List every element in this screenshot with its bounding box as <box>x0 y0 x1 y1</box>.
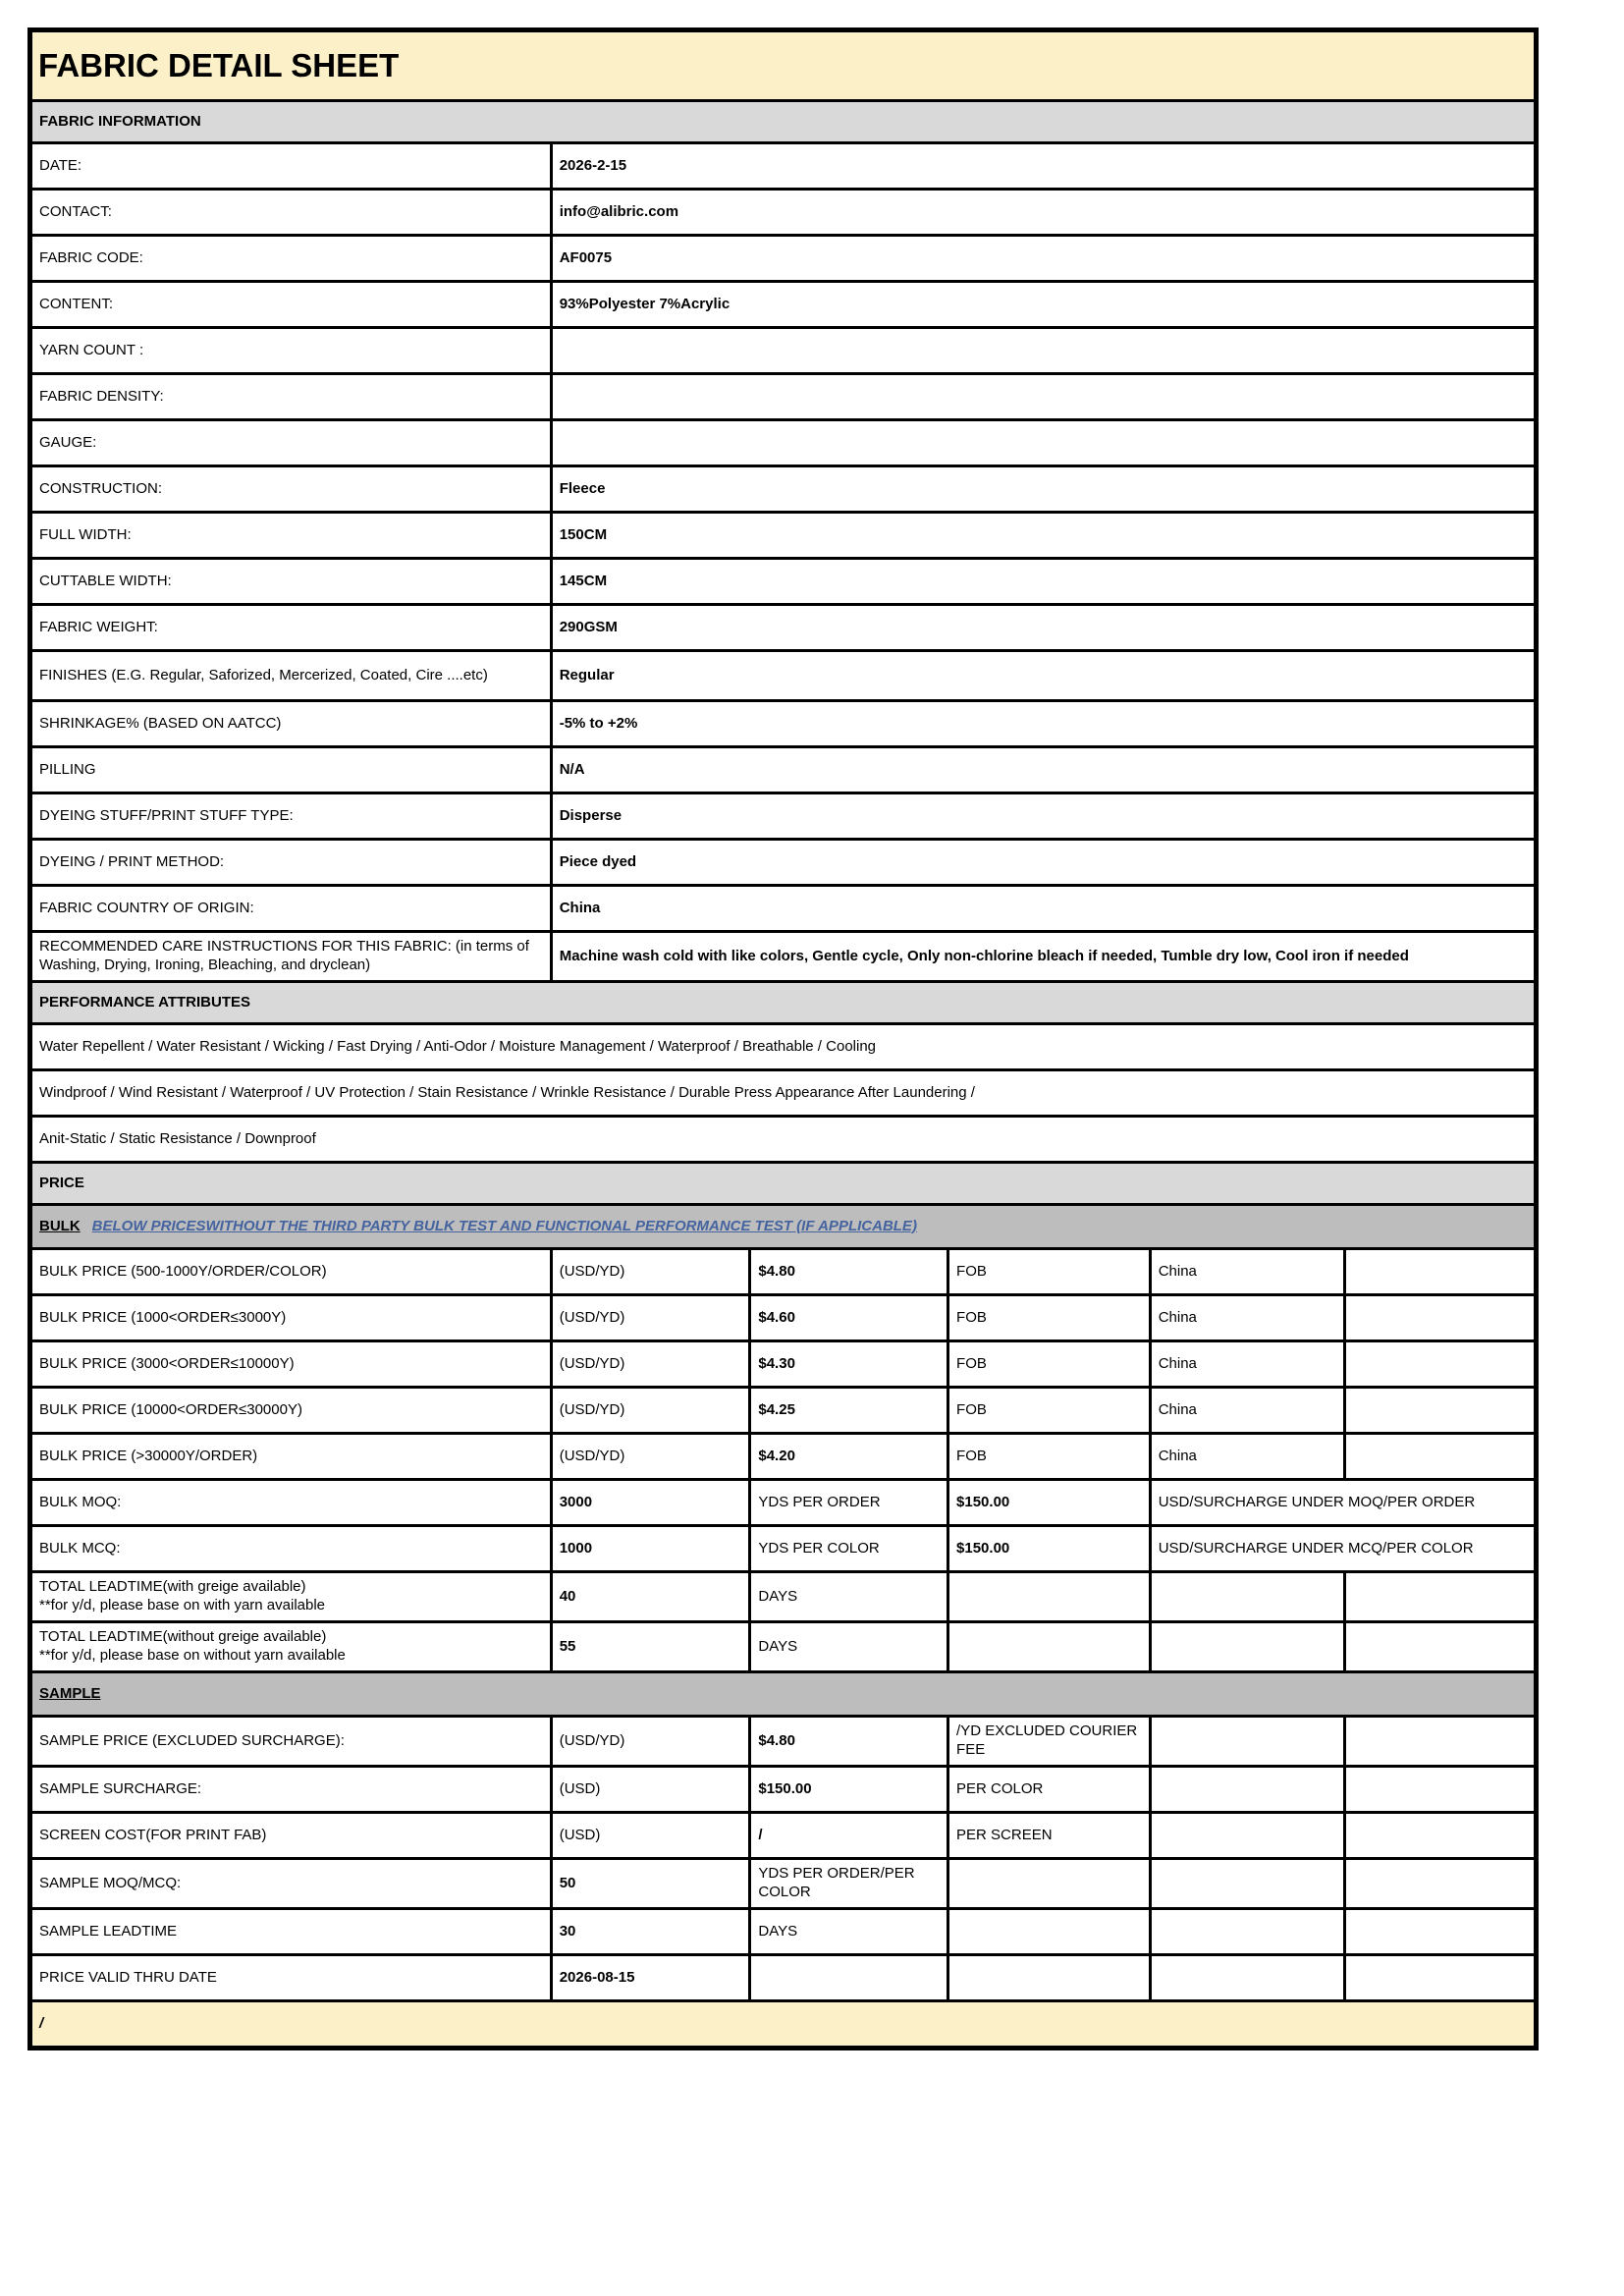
row-bulk-price-1 <box>30 1249 1537 1295</box>
origin-cell: China <box>1150 1388 1345 1434</box>
date-cell: 2026-08-15 <box>551 1955 750 2001</box>
row-sample-leadtime <box>30 1909 1537 1955</box>
price-cell: $150.00 <box>750 1767 948 1813</box>
note-cell: USD/SURCHARGE UNDER MCQ/PER COLOR <box>1150 1526 1536 1572</box>
empty-cell <box>1345 1572 1537 1622</box>
label-cell: GAUGE: <box>30 420 552 466</box>
term-cell: FOB <box>948 1295 1151 1341</box>
label-cell: BULK MCQ: <box>30 1526 552 1572</box>
term-cell: FOB <box>948 1434 1151 1480</box>
empty-cell <box>750 1955 948 2001</box>
row-dyeing-stuff <box>30 793 1537 840</box>
sample-section-label: SAMPLE <box>39 1684 101 1702</box>
footer-note-text: / <box>39 2014 44 2032</box>
value-cell: AF0075 <box>551 236 1536 282</box>
price-cell: $4.30 <box>750 1341 948 1388</box>
empty-cell <box>1150 1859 1345 1909</box>
label-cell: SAMPLE SURCHARGE: <box>30 1767 552 1813</box>
row-bulk-header <box>30 1205 1537 1249</box>
section-title: PERFORMANCE ATTRIBUTES <box>30 982 1537 1024</box>
origin-cell: China <box>1150 1341 1345 1388</box>
qty-cell: 50 <box>551 1859 750 1909</box>
empty-cell <box>1345 1622 1537 1672</box>
unit-cell: (USD) <box>551 1813 750 1859</box>
row-full-width <box>30 513 1537 559</box>
row-gauge <box>30 420 1537 466</box>
empty-cell <box>1345 1388 1537 1434</box>
label-cell: BULK PRICE (10000<ORDER≤30000Y) <box>30 1388 552 1434</box>
value-cell: info@alibric.com <box>551 190 1536 236</box>
leadtime-sublabel: **for y/d, please base on with yarn available <box>39 1597 326 1613</box>
label-cell: PILLING <box>30 747 552 793</box>
unit-cell: (USD/YD) <box>551 1434 750 1480</box>
empty-cell <box>1345 1813 1537 1859</box>
price-cell: $4.20 <box>750 1434 948 1480</box>
empty-cell <box>1150 1909 1345 1955</box>
value-cell: N/A <box>551 747 1536 793</box>
row-sample-moq-mcq <box>30 1859 1537 1909</box>
row-performance-3 <box>30 1117 1537 1163</box>
label-cell: CONTACT: <box>30 190 552 236</box>
leadtime-label: TOTAL LEADTIME(with greige available) <box>39 1578 306 1596</box>
value-cell: 40 <box>551 1572 750 1622</box>
value-cell <box>551 420 1536 466</box>
leadtime-label: TOTAL LEADTIME(without greige available) <box>39 1628 327 1646</box>
unit-cell: DAYS <box>750 1622 948 1672</box>
value-cell: 145CM <box>551 559 1536 605</box>
row-content <box>30 282 1537 328</box>
origin-cell: China <box>1150 1434 1345 1480</box>
price-cell: $4.80 <box>750 1717 948 1767</box>
label-cell: YARN COUNT : <box>30 328 552 374</box>
label-cell: FULL WIDTH: <box>30 513 552 559</box>
price-cell: $4.80 <box>750 1249 948 1295</box>
label-cell: SCREEN COST(FOR PRINT FAB) <box>30 1813 552 1859</box>
row-screen-cost <box>30 1813 1537 1859</box>
term-cell: FOB <box>948 1249 1151 1295</box>
section-title: FABRIC INFORMATION <box>30 101 1537 143</box>
value-cell: Piece dyed <box>551 840 1536 886</box>
label-cell: FABRIC COUNTRY OF ORIGIN: <box>30 886 552 932</box>
label-cell: BULK MOQ: <box>30 1480 552 1526</box>
empty-cell <box>1345 1341 1537 1388</box>
row-bulk-price-4 <box>30 1388 1537 1434</box>
label-cell: FABRIC DENSITY: <box>30 374 552 420</box>
row-leadtime-with-greige <box>30 1572 1537 1622</box>
empty-cell <box>1150 1813 1345 1859</box>
label-cell <box>30 1572 552 1622</box>
value-cell: Fleece <box>551 466 1536 513</box>
empty-cell <box>1150 1622 1345 1672</box>
row-bulk-moq <box>30 1480 1537 1526</box>
label-cell: BULK PRICE (>30000Y/ORDER) <box>30 1434 552 1480</box>
label-cell: BULK PRICE (1000<ORDER≤3000Y) <box>30 1295 552 1341</box>
row-finishes <box>30 651 1537 701</box>
label-cell: DATE: <box>30 143 552 190</box>
unit-cell: YDS PER ORDER/PER COLOR <box>750 1859 948 1909</box>
price-cell: / <box>750 1813 948 1859</box>
label-cell: FABRIC WEIGHT: <box>30 605 552 651</box>
row-shrinkage <box>30 701 1537 747</box>
empty-cell <box>948 1572 1151 1622</box>
row-yarn-count <box>30 328 1537 374</box>
origin-cell: China <box>1150 1295 1345 1341</box>
row-bulk-price-2 <box>30 1295 1537 1341</box>
value-cell: Disperse <box>551 793 1536 840</box>
row-bulk-price-3 <box>30 1341 1537 1388</box>
row-footer-note <box>30 2001 1537 2049</box>
empty-cell <box>1345 1909 1537 1955</box>
row-cuttable-width <box>30 559 1537 605</box>
unit-cell: YDS PER COLOR <box>750 1526 948 1572</box>
price-cell: $4.25 <box>750 1388 948 1434</box>
title-row <box>30 30 1537 101</box>
empty-cell <box>1150 1767 1345 1813</box>
row-price-valid-thru <box>30 1955 1537 2001</box>
row-care-instructions <box>30 932 1537 982</box>
value-cell: 2026-2-15 <box>551 143 1536 190</box>
label-cell: SAMPLE MOQ/MCQ: <box>30 1859 552 1909</box>
empty-cell <box>1345 1249 1537 1295</box>
empty-cell <box>948 1859 1151 1909</box>
empty-cell <box>1150 1717 1345 1767</box>
unit-cell: (USD/YD) <box>551 1388 750 1434</box>
row-date <box>30 143 1537 190</box>
section-header-fabric-information <box>30 101 1537 143</box>
price-cell: $4.60 <box>750 1295 948 1341</box>
unit-cell: DAYS <box>750 1909 948 1955</box>
unit-cell: (USD/YD) <box>551 1341 750 1388</box>
unit-cell: (USD/YD) <box>551 1249 750 1295</box>
empty-cell <box>1345 1955 1537 2001</box>
row-bulk-price-5 <box>30 1434 1537 1480</box>
row-construction <box>30 466 1537 513</box>
empty-cell <box>948 1955 1151 2001</box>
page-title: FABRIC DETAIL SHEET <box>30 30 1537 101</box>
label-cell: SHRINKAGE% (BASED ON AATCC) <box>30 701 552 747</box>
origin-cell: China <box>1150 1249 1345 1295</box>
term-cell: FOB <box>948 1388 1151 1434</box>
sample-band <box>30 1672 1537 1717</box>
row-country-of-origin <box>30 886 1537 932</box>
unit-cell: (USD) <box>551 1767 750 1813</box>
empty-cell <box>1150 1572 1345 1622</box>
row-fabric-code <box>30 236 1537 282</box>
value-cell: 290GSM <box>551 605 1536 651</box>
row-sample-surcharge <box>30 1767 1537 1813</box>
bulk-section-note: BELOW PRICESWITHOUT THE THIRD PARTY BULK TEST AND FUNCTIONAL PERFORMANCE TEST (IF APPLICABLE) <box>91 1217 917 1234</box>
label-cell: DYEING / PRINT METHOD: <box>30 840 552 886</box>
value-cell: 55 <box>551 1622 750 1672</box>
footer-band <box>30 2001 1537 2049</box>
row-bulk-mcq <box>30 1526 1537 1572</box>
empty-cell <box>948 1909 1151 1955</box>
label-cell <box>30 1622 552 1672</box>
qty-cell: 1000 <box>551 1526 750 1572</box>
label-cell: CONSTRUCTION: <box>30 466 552 513</box>
bulk-section-label: BULK <box>39 1217 81 1234</box>
qty-cell: 30 <box>551 1909 750 1955</box>
row-performance-1 <box>30 1024 1537 1070</box>
empty-cell <box>1345 1295 1537 1341</box>
section-header-price <box>30 1163 1537 1205</box>
label-cell: RECOMMENDED CARE INSTRUCTIONS FOR THIS FABRIC: (in terms of Washing, Drying, Ironing, Bleaching, and dryclean) <box>30 932 552 982</box>
surcharge-cell: $150.00 <box>948 1526 1151 1572</box>
empty-cell <box>1345 1717 1537 1767</box>
value-cell <box>551 328 1536 374</box>
fabric-detail-table <box>27 27 1539 2050</box>
row-sample-price <box>30 1717 1537 1767</box>
performance-attributes-line: Windproof / Wind Resistant / Waterproof / UV Protection / Stain Resistance / Wrinkle Resistance / Durable Press Appearance After Laundering / <box>30 1070 1537 1117</box>
empty-cell <box>1345 1859 1537 1909</box>
value-cell: China <box>551 886 1536 932</box>
empty-cell <box>948 1622 1151 1672</box>
section-header-performance-attributes <box>30 982 1537 1024</box>
value-cell <box>551 374 1536 420</box>
surcharge-cell: $150.00 <box>948 1480 1151 1526</box>
row-contact <box>30 190 1537 236</box>
label-cell: SAMPLE LEADTIME <box>30 1909 552 1955</box>
value-cell: 150CM <box>551 513 1536 559</box>
empty-cell <box>1150 1955 1345 2001</box>
row-leadtime-without-greige <box>30 1622 1537 1672</box>
label-cell: FABRIC CODE: <box>30 236 552 282</box>
label-cell: CONTENT: <box>30 282 552 328</box>
performance-attributes-line: Anit-Static / Static Resistance / Downproof <box>30 1117 1537 1163</box>
empty-cell <box>1345 1767 1537 1813</box>
label-cell: BULK PRICE (500-1000Y/ORDER/COLOR) <box>30 1249 552 1295</box>
value-cell: 93%Polyester 7%Acrylic <box>551 282 1536 328</box>
row-dyeing-method <box>30 840 1537 886</box>
label-cell: PRICE VALID THRU DATE <box>30 1955 552 2001</box>
value-cell: -5% to +2% <box>551 701 1536 747</box>
unit-cell: (USD/YD) <box>551 1717 750 1767</box>
label-cell: FINISHES (E.G. Regular, Saforized, Mercerized, Coated, Cire ....etc) <box>30 651 552 701</box>
empty-cell <box>1345 1434 1537 1480</box>
row-performance-2 <box>30 1070 1537 1117</box>
row-fabric-weight <box>30 605 1537 651</box>
note-cell: PER SCREEN <box>948 1813 1151 1859</box>
qty-cell: 3000 <box>551 1480 750 1526</box>
bulk-band <box>30 1205 1537 1249</box>
unit-cell: YDS PER ORDER <box>750 1480 948 1526</box>
label-cell: SAMPLE PRICE (EXCLUDED SURCHARGE): <box>30 1717 552 1767</box>
label-cell: DYEING STUFF/PRINT STUFF TYPE: <box>30 793 552 840</box>
row-pilling <box>30 747 1537 793</box>
note-cell: /YD EXCLUDED COURIER FEE <box>948 1717 1151 1767</box>
section-header-sample <box>30 1672 1537 1717</box>
term-cell: FOB <box>948 1341 1151 1388</box>
note-cell: PER COLOR <box>948 1767 1151 1813</box>
unit-cell: DAYS <box>750 1572 948 1622</box>
leadtime-sublabel: **for y/d, please base on without yarn available <box>39 1647 346 1664</box>
label-cell: BULK PRICE (3000<ORDER≤10000Y) <box>30 1341 552 1388</box>
unit-cell: (USD/YD) <box>551 1295 750 1341</box>
performance-attributes-line: Water Repellent / Water Resistant / Wicking / Fast Drying / Anti-Odor / Moisture Management / Waterproof / Breathable / Cooling <box>30 1024 1537 1070</box>
section-title: PRICE <box>30 1163 1537 1205</box>
value-cell: Regular <box>551 651 1536 701</box>
note-cell: USD/SURCHARGE UNDER MOQ/PER ORDER <box>1150 1480 1536 1526</box>
value-cell: Machine wash cold with like colors, Gentle cycle, Only non-chlorine bleach if needed, Tumble dry low, Cool iron if needed <box>551 932 1536 982</box>
row-fabric-density <box>30 374 1537 420</box>
label-cell: CUTTABLE WIDTH: <box>30 559 552 605</box>
